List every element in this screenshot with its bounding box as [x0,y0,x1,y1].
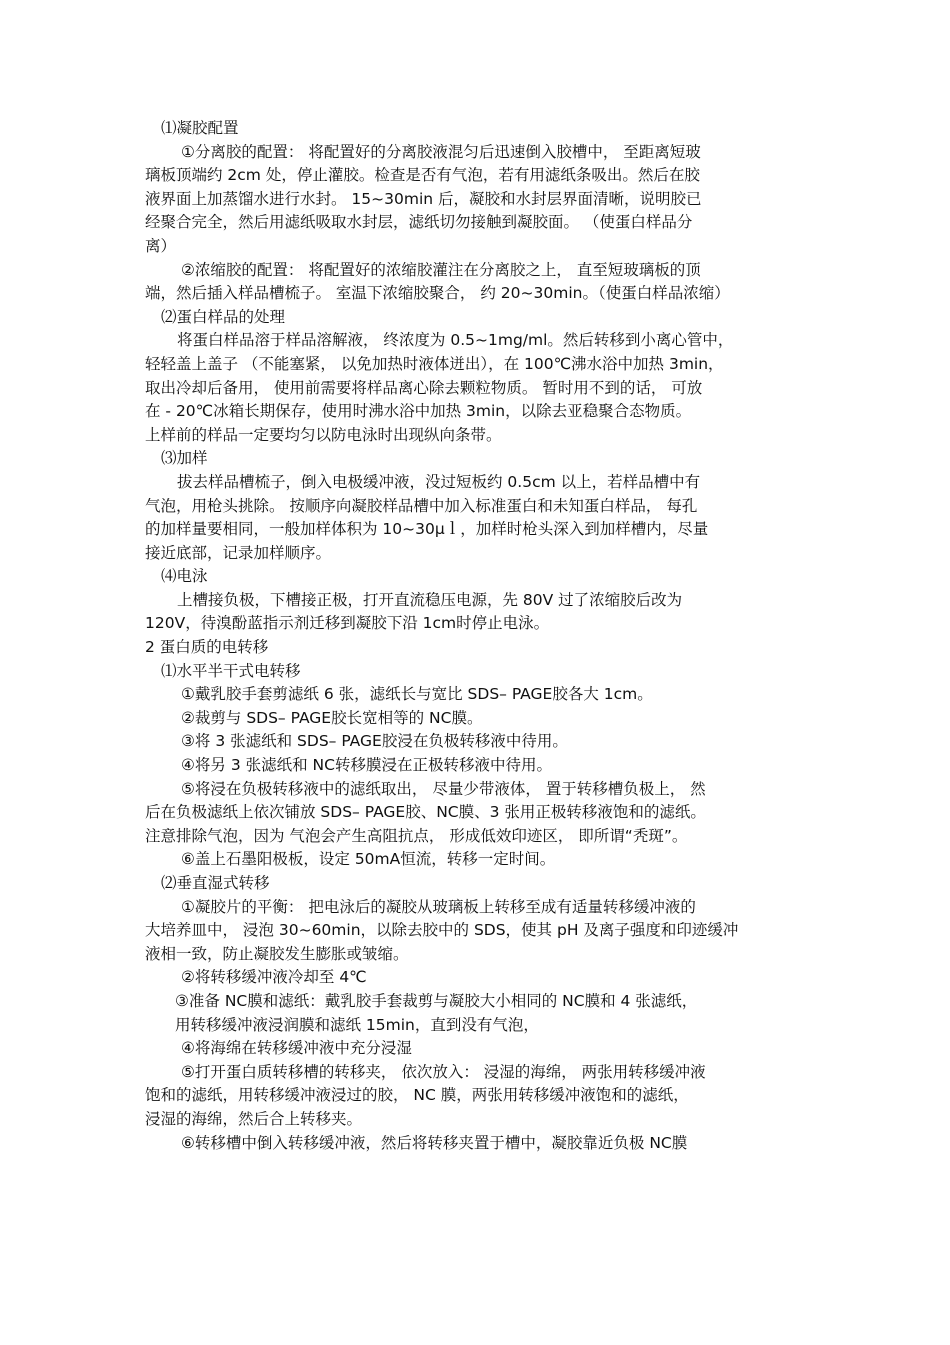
section-heading-electrotransfer: 2 蛋白质的电转移 [145,638,269,657]
paragraph-line: ②浓缩胶的配置： 将配置好的浓缩胶灌注在分离胶之上， 直至短玻璃板的顶 [181,260,701,279]
paragraph-line: 在 - 20℃冰箱长期保存，使用时沸水浴中加热 3min，以除去亚稳聚合态物质。 [145,402,692,421]
step-line: ⑥转移槽中倒入转移缓冲液，然后将转移夹置于槽中，凝胶靠近负极 NC膜 [181,1133,688,1152]
paragraph-line: 浸湿的海绵，然后合上转移夹。 [145,1109,363,1128]
section-heading-sample-processing: ⑵蛋白样品的处理 [161,307,286,326]
paragraph-line: ①分离胶的配置： 将配置好的分离胶液混匀后迅速倒入胶槽中， 至距离短玻 [181,142,701,161]
paragraph-line: 经聚合完全，然后用滤纸吸取水封层，滤纸切勿接触到凝胶面。 （使蛋白样品分 [145,213,693,232]
paragraph-line: 端，然后插入样品槽梳子。 室温下浓缩胶聚合， 约 20~30min。（使蛋白样品浓缩） [145,284,730,303]
step-line: ⑥盖上石墨阳极板，设定 50mA恒流，转移一定时间。 [181,850,556,869]
paragraph-line: 的加样量要相同，一般加样体积为 10~30μｌ，加样时枪头深入到加样槽内，尽量 [145,520,709,539]
paragraph-line: 饱和的滤纸，用转移缓冲液浸过的胶， NC 膜，两张用转移缓冲液饱和的滤纸， [145,1086,689,1105]
step-line: ④将海绵在转移缓冲液中充分浸湿 [181,1039,412,1058]
subsection-heading-wet-transfer: ⑵垂直湿式转移 [161,874,270,892]
paragraph-line: 注意排除气泡，因为 气泡会产生高阻抗点， 形成低效印迹区， 即所谓“秃斑”。 [145,826,688,845]
paragraph-line: 用转移缓冲液浸润膜和滤纸 15min，直到没有气泡， [175,1015,539,1034]
paragraph-line: 离） [145,236,177,255]
paragraph-line: 轻轻盖上盖子 （不能塞紧， 以免加热时液体迸出），在 100℃沸水浴中加热 3min， [145,354,724,373]
paragraph-line: 液界面上加蒸馏水进行水封。 15~30min 后，凝胶和水封层界面清晰，说明胶已 [145,189,702,208]
step-line: ②裁剪与 SDS– PAGE胶长宽相等的 NC膜。 [181,708,483,727]
step-line: ①凝胶片的平衡： 把电泳后的凝胶从玻璃板上转移至成有适量转移缓冲液的 [181,897,696,916]
subsection-heading-semidry-transfer: ⑴水平半干式电转移 [161,661,301,680]
step-line: ②将转移缓冲液冷却至 4℃ [181,968,367,987]
section-heading-loading: ⑶加样 [161,449,208,468]
paragraph-line: 后在负极滤纸上依次铺放 SDS– PAGE胶、NC膜、3 张用正极转移液饱和的滤纸。 [145,803,706,822]
paragraph-line: 120V，待溴酚蓝指示剂迁移到凝胶下沿 1cm时停止电泳。 [145,614,550,633]
step-line: ③将 3 张滤纸和 SDS– PAGE胶浸在负极转移液中待用。 [181,732,568,751]
document-body [145,117,810,1155]
paragraph-line: 拔去样品槽梳子，倒入电极缓冲液，没过短板约 0.5cm 以上，若样品槽中有 [177,472,701,491]
step-line: ⑤将浸在负极转移液中的滤纸取出， 尽量少带液体， 置于转移槽负极上， 然 [181,779,706,798]
paragraph-line: 上槽接负极，下槽接正极，打开直流稳压电源，先 80V 过了浓缩胶后改为 [177,590,683,609]
paragraph-line: 璃板顶端约 2cm 处，停止灌胶。检查是否有气泡，若有用滤纸条吸出。然后在胶 [145,166,700,185]
paragraph-line: 液相一致，防止凝胶发生膨胀或皱缩。 [145,944,409,963]
section-heading-electrophoresis: ⑷电泳 [161,567,208,586]
section-heading-gel-preparation: ⑴凝胶配置 [161,119,239,137]
step-line: ④将另 3 张滤纸和 NC转移膜浸在正极转移液中待用。 [181,756,552,775]
paragraph-line: 大培养皿中， 浸泡 30~60min，以除去胶中的 SDS，使其 pH 及离子强度和印迹缓冲 [145,921,739,940]
paragraph-line: 取出冷却后备用， 使用前需要将样品离心除去颗粒物质。 暂时用不到的话， 可放 [145,378,703,397]
paragraph-line: 接近底部，记录加样顺序。 [145,543,332,562]
step-line: ⑤打开蛋白质转移槽的转移夹， 依次放入： 浸湿的海绵， 两张用转移缓冲液 [181,1062,706,1081]
step-line: ③准备 NC膜和滤纸：戴乳胶手套裁剪与凝胶大小相同的 NC膜和 4 张滤纸， [175,991,698,1010]
paragraph-line: 将蛋白样品溶于样品溶解液， 终浓度为 0.5~1mg/ml。然后转移到小离心管中， [177,331,734,350]
paragraph-line: 上样前的样品一定要均匀以防电泳时出现纵向条带。 [145,425,502,444]
step-line: ①戴乳胶手套剪滤纸 6 张，滤纸长与宽比 SDS– PAGE胶各大 1cm。 [181,685,653,704]
paragraph-line: 气泡，用枪头挑除。 按顺序向凝胶样品槽中加入标准蛋白和未知蛋白样品， 每孔 [145,496,698,515]
